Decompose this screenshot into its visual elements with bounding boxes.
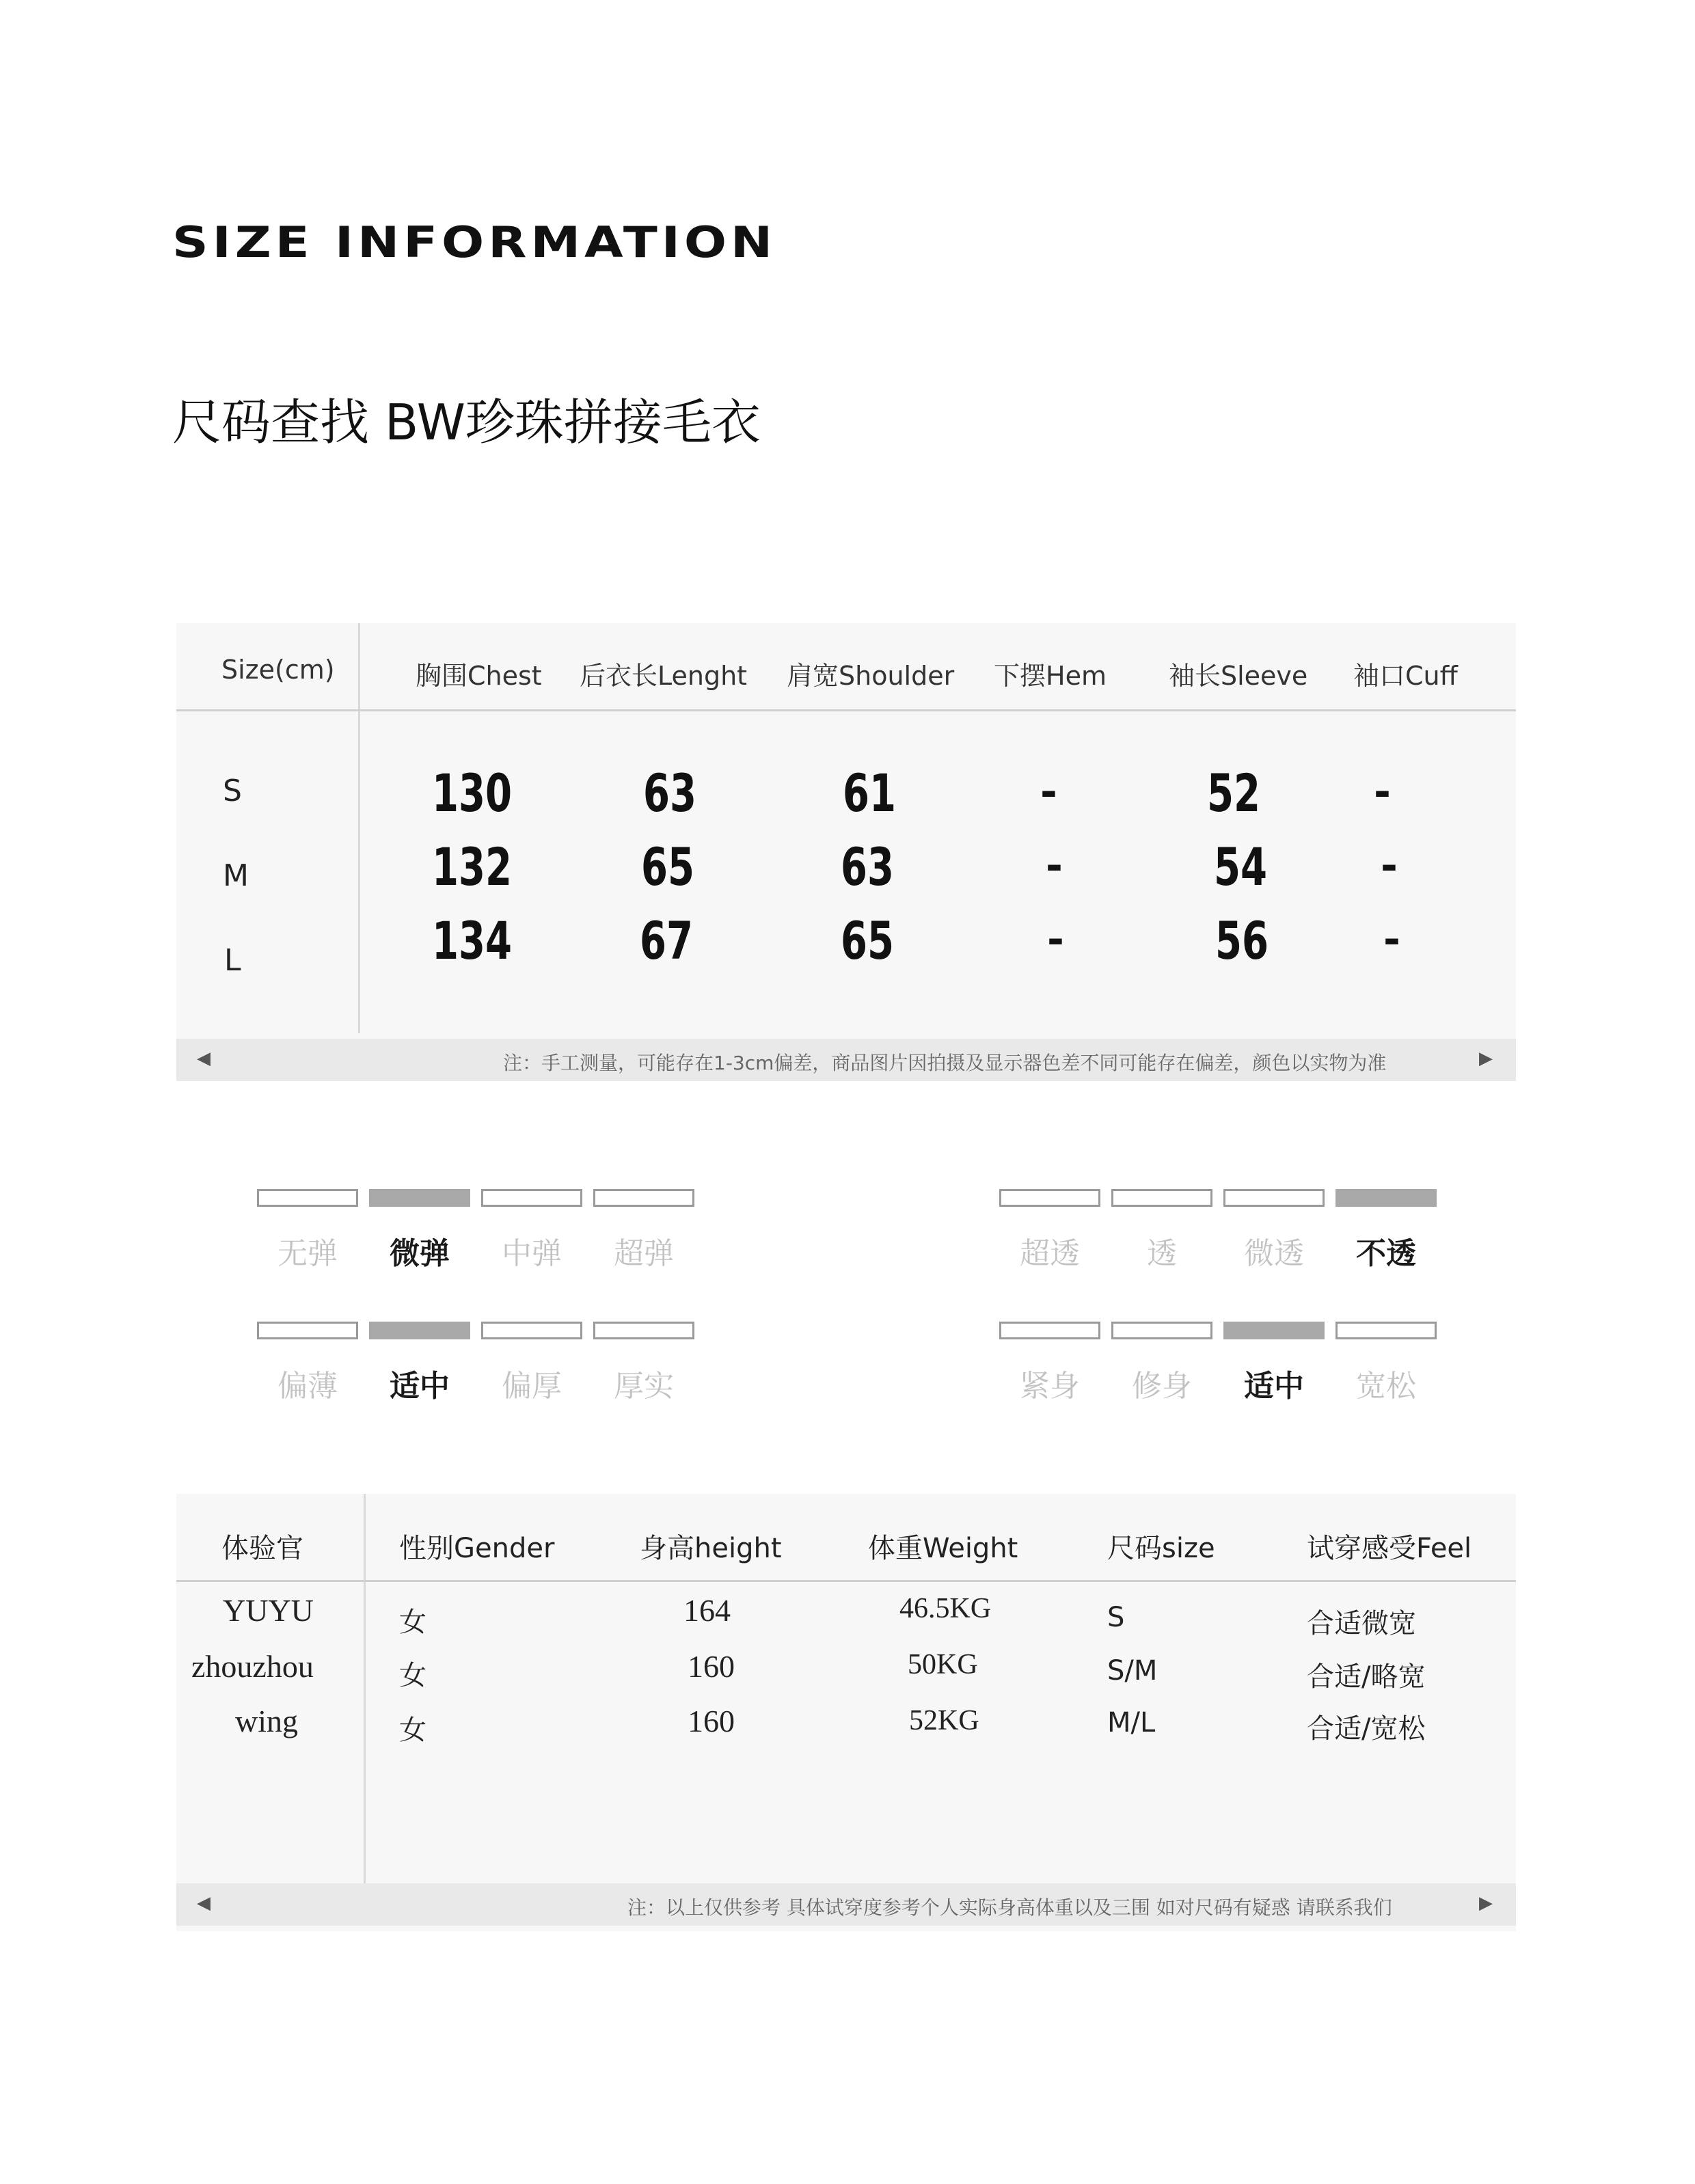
- header-shoulder: 肩宽Shoulder: [787, 661, 955, 691]
- page-heading: SIZE INFORMATION: [172, 217, 777, 267]
- sleeve-value: 52: [1207, 763, 1261, 823]
- size-note: 注：手工测量，可能存在1-3cm偏差，商品图片因拍摄及显示器色差不同可能存在偏差，颜色以实物为准: [503, 1052, 1387, 1074]
- hem-value: -: [1046, 842, 1063, 890]
- header-hem: 下摆Hem: [994, 661, 1107, 691]
- tester-weight: 50KG: [908, 1649, 978, 1680]
- scale-box: [999, 1322, 1100, 1339]
- scale-option-selected: 不透: [1356, 1236, 1416, 1271]
- shoulder-value: 61: [843, 763, 897, 823]
- length-value: 63: [643, 763, 697, 823]
- scale-box: [481, 1322, 582, 1339]
- scale-option-selected: 适中: [1244, 1369, 1304, 1404]
- scale-box: [593, 1189, 694, 1207]
- tester-height: 160: [688, 1704, 735, 1738]
- scale-box: [1223, 1189, 1325, 1207]
- length-value: 65: [641, 836, 695, 897]
- tester-table: [176, 1494, 1516, 1931]
- scale-box: [481, 1189, 582, 1207]
- tester-feel: 合适/略宽: [1307, 1661, 1426, 1693]
- scale-box-selected: [1223, 1322, 1325, 1339]
- header-gender: 性别Gender: [399, 1533, 555, 1564]
- tester-gender: 女: [399, 1607, 426, 1638]
- scale-option: 偏薄: [277, 1369, 338, 1404]
- scale-option: 偏厚: [502, 1369, 562, 1404]
- shoulder-value: 63: [841, 836, 895, 897]
- header-divider: [176, 709, 1516, 711]
- tester-note: 注：以上仅供参考 具体试穿度参考个人实际身高体重以及三围 如对尺码有疑惑 请联系我们: [627, 1896, 1392, 1919]
- header-chest: 胸围Chest: [416, 661, 542, 691]
- scale-option: 修身: [1132, 1369, 1192, 1404]
- tester-gender: 女: [399, 1660, 426, 1691]
- scale-box: [257, 1189, 358, 1207]
- tester-name: YUYU: [223, 1593, 314, 1628]
- scale-box-selected: [369, 1322, 470, 1339]
- header-size: Size(cm): [221, 655, 335, 685]
- scale-option: 透: [1147, 1236, 1177, 1271]
- scale-option: 厚实: [614, 1369, 674, 1404]
- cuff-value: -: [1374, 768, 1391, 816]
- tester-note-bar: [176, 1883, 1516, 1926]
- column-divider: [358, 623, 360, 1033]
- scale-option-selected: 适中: [390, 1369, 450, 1404]
- header-height: 身高height: [640, 1533, 782, 1564]
- scale-box: [257, 1322, 358, 1339]
- scale-box-selected: [1335, 1189, 1437, 1207]
- cuff-value: -: [1381, 842, 1398, 890]
- scale-box: [1111, 1189, 1212, 1207]
- sleeve-value: 56: [1215, 910, 1269, 971]
- scale-option: 超透: [1020, 1236, 1080, 1271]
- scale-option: 中弹: [502, 1236, 562, 1271]
- product-title: 尺码查找 BW珍珠拼接毛衣: [172, 394, 761, 451]
- row-size-label: M: [223, 858, 249, 893]
- shoulder-value: 65: [841, 910, 895, 971]
- header-sleeve: 袖长Sleeve: [1169, 661, 1308, 691]
- header-feel: 试穿感受Feel: [1307, 1533, 1472, 1564]
- sleeve-value: 54: [1214, 836, 1268, 897]
- scale-box: [1111, 1322, 1212, 1339]
- scale-box-selected: [369, 1189, 470, 1207]
- length-value: 67: [640, 910, 694, 971]
- tester-height: 164: [683, 1593, 731, 1628]
- row-size-label: S: [223, 774, 242, 808]
- tester-size: S/M: [1107, 1655, 1158, 1687]
- chest-value: 132: [432, 836, 513, 897]
- header-cuff: 袖口Cuff: [1353, 661, 1458, 691]
- tester-height: 160: [688, 1649, 735, 1684]
- scale-option: 无弹: [277, 1236, 338, 1271]
- triangle-left-icon: ◀: [197, 1048, 211, 1069]
- scale-option: 宽松: [1356, 1369, 1416, 1404]
- scale-option: 超弹: [614, 1236, 674, 1271]
- header-weight: 体重Weight: [868, 1533, 1018, 1564]
- hem-value: -: [1040, 768, 1057, 816]
- scale-box: [1335, 1322, 1437, 1339]
- triangle-left-icon: ◀: [197, 1893, 211, 1913]
- header-divider: [176, 1580, 1516, 1582]
- header-size: 尺码size: [1107, 1533, 1215, 1564]
- tester-feel: 合适/宽松: [1307, 1713, 1426, 1745]
- tester-gender: 女: [399, 1715, 426, 1746]
- chest-value: 130: [432, 763, 513, 823]
- chest-value: 134: [432, 910, 513, 971]
- tester-size: S: [1107, 1602, 1125, 1633]
- tester-name: zhouzhou: [191, 1649, 314, 1684]
- column-divider: [364, 1494, 366, 1883]
- cuff-value: -: [1383, 916, 1400, 964]
- tester-weight: 52KG: [909, 1705, 979, 1736]
- header-length: 后衣长Lenght: [580, 661, 748, 691]
- scale-box: [593, 1322, 694, 1339]
- tester-size: M/L: [1107, 1707, 1156, 1738]
- tester-weight: 46.5KG: [899, 1593, 992, 1624]
- scale-option: 微透: [1244, 1236, 1304, 1271]
- scale-option: 紧身: [1020, 1369, 1080, 1404]
- tester-name: wing: [235, 1704, 298, 1738]
- hem-value: -: [1047, 916, 1064, 964]
- triangle-right-icon: ▶: [1479, 1893, 1493, 1913]
- scale-box: [999, 1189, 1100, 1207]
- header-tester: 体验官: [221, 1533, 303, 1564]
- size-note-bar: [176, 1039, 1516, 1081]
- scale-option-selected: 微弹: [390, 1236, 450, 1271]
- row-size-label: L: [224, 943, 241, 978]
- triangle-right-icon: ▶: [1479, 1048, 1493, 1069]
- size-table: [176, 623, 1516, 1081]
- tester-feel: 合适微宽: [1307, 1608, 1416, 1639]
